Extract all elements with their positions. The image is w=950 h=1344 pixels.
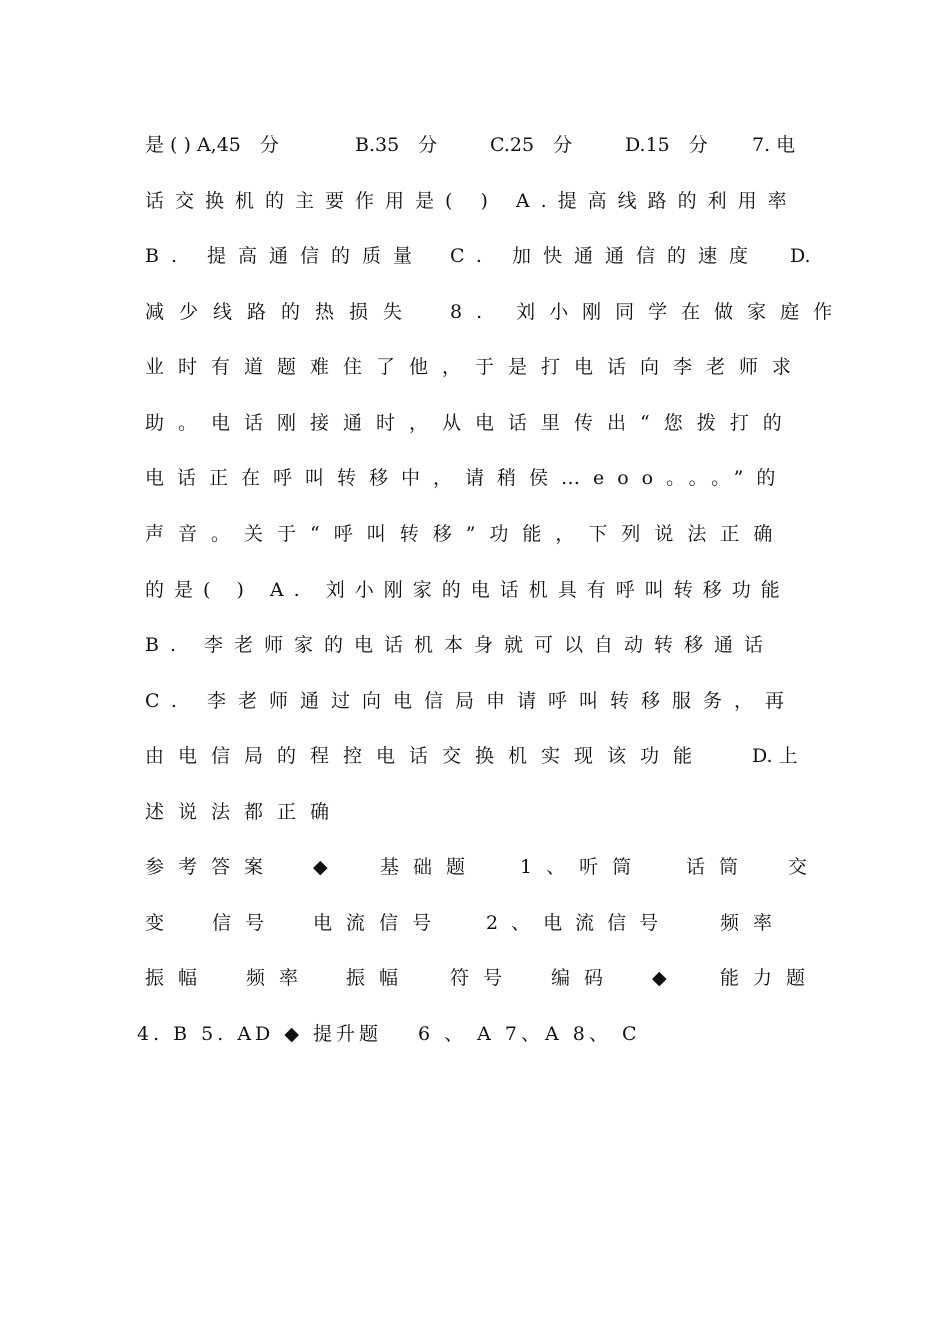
answer-text: 2、电流信号 bbox=[486, 912, 672, 934]
text-fragment: 由电信局的程控电话交换机实现该功能 bbox=[145, 745, 707, 767]
text-line-11 bbox=[0, 681, 950, 721]
text-line-13 bbox=[0, 792, 950, 832]
answer-text: 交 bbox=[788, 856, 808, 878]
text-fragment: C. 李老师通过向电信局申请呼叫转移服务，再 bbox=[145, 690, 796, 712]
answer-text: 编码 bbox=[551, 967, 618, 989]
diamond-bullet-icon: ◆ bbox=[652, 967, 667, 989]
answer-text: 振幅 bbox=[346, 967, 413, 989]
option-d: D. bbox=[790, 245, 811, 267]
answer-heading: 参考答案 bbox=[145, 856, 278, 878]
option-b: B. 提高通信的质量 bbox=[145, 245, 425, 267]
text-fragment: 助。电话刚接通时，从电话里传出“您拨打的 bbox=[145, 412, 796, 434]
answer-text: 符号 bbox=[450, 967, 517, 989]
justified-text bbox=[145, 181, 807, 221]
answer-text: 4. B 5. AD ◆ 提升题 bbox=[137, 1023, 382, 1045]
diamond-bullet-icon: ◆ bbox=[313, 856, 328, 878]
option-d: D. 上 bbox=[752, 745, 798, 767]
option-c: C.25 分 bbox=[490, 134, 573, 156]
option-c: C. 加快通通信的速度 bbox=[450, 245, 760, 267]
text-fragment: B. 李老师家的电话机本身就可以自动转移通话 bbox=[145, 634, 775, 656]
question-7-start: 7. 电 bbox=[752, 134, 796, 156]
answer-line-4 bbox=[0, 1014, 950, 1054]
text-line-5 bbox=[0, 347, 950, 387]
option-d: D.15 分 bbox=[625, 134, 708, 156]
answer-line-2 bbox=[0, 903, 950, 943]
text-fragment: 述说法都正确 bbox=[145, 801, 344, 823]
answer-text: 1、听筒 bbox=[520, 856, 646, 878]
text-fragment: 话交换机的主要作用是( ) A.提高线路的利用率 bbox=[145, 190, 798, 212]
answer-text: 6 、 A 7、 bbox=[418, 1023, 545, 1045]
text-fragment: 的是( ) A. 刘小刚家的电话机具有呼叫转移功能 bbox=[145, 579, 790, 601]
answer-text: 变 bbox=[145, 912, 165, 934]
answer-text: 话筒 bbox=[686, 856, 753, 878]
text-line-6 bbox=[0, 403, 950, 443]
answer-text: 电流信号 bbox=[313, 912, 446, 934]
text-line-7 bbox=[0, 458, 950, 498]
text-fragment: 是 ( ) A,45 分 bbox=[145, 134, 279, 156]
text-line-2 bbox=[0, 181, 950, 221]
text-line-9 bbox=[0, 570, 950, 610]
answer-text: 频率 bbox=[720, 912, 787, 934]
answer-text: 信号 bbox=[212, 912, 279, 934]
answer-line-3 bbox=[0, 958, 950, 998]
text-fragment: 业时有道题难住了他，于是打电话向李老师求 bbox=[145, 356, 806, 378]
text-line-1 bbox=[0, 125, 950, 165]
text-line-3 bbox=[0, 236, 950, 276]
section-label: 能力题 bbox=[720, 967, 820, 989]
text-line-10 bbox=[0, 625, 950, 665]
text-line-4 bbox=[0, 292, 950, 332]
answer-line-1 bbox=[0, 847, 950, 887]
section-label: 基础题 bbox=[380, 856, 480, 878]
answer-text: 频率 bbox=[246, 967, 313, 989]
text-fragment: 电话正在呼叫转移中，请稍侯…eoo。。。”的 bbox=[145, 467, 789, 489]
answer-text: 振幅 bbox=[145, 967, 212, 989]
text-fragment: 减少线路的热损失 bbox=[145, 301, 418, 323]
answer-text: A 8、 bbox=[545, 1023, 612, 1045]
text-fragment: 声音。关于“呼叫转移”功能，下列说法正确 bbox=[145, 523, 787, 545]
option-b: B.35 分 bbox=[355, 134, 438, 156]
text-line-8 bbox=[0, 514, 950, 554]
answer-text: C bbox=[622, 1023, 637, 1045]
text-line-12 bbox=[0, 736, 950, 776]
question-8-start: 8. 刘小刚同学在做家庭作 bbox=[450, 301, 847, 323]
